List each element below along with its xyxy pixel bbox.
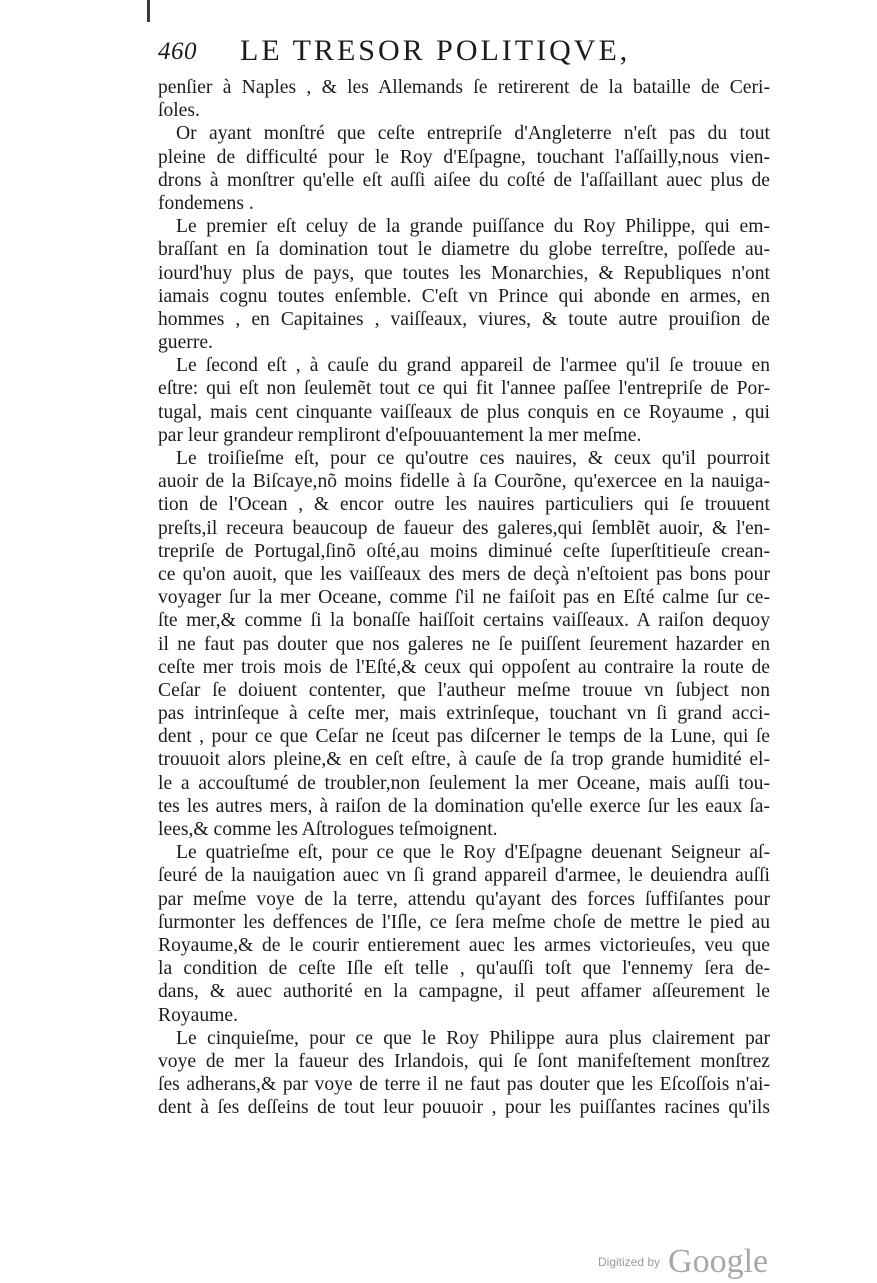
text-line: lees,& comme les Aſtrologues teſmoignent. [158, 819, 498, 840]
text-line: preſts,il receura beaucoup de faueur des galeres,qui ſemblẽt auoir, & l'en- [158, 517, 770, 539]
text-line: dent , pour ce que Ceſar ne ſceut pas diſcerner le temps de la Lune, qui ſe [158, 726, 770, 748]
text-line: voye de mer la faueur des Irlandois, qui ſe ſont manifeſtement monſtrez [158, 1050, 770, 1072]
text-line: iamais cognu toutes enſemble. C'eſt vn Prince qui abonde en armes, en [158, 285, 770, 307]
body-text [158, 76, 770, 1119]
text-line: ſurmonter les deffences de l'Iſle, ce ſera meſme choſe de mettre le pied au [158, 911, 770, 933]
running-title: LE TRESOR POLITIQVE, [240, 34, 631, 67]
text-line: dans, & auec authorité en la campagne, il peut affamer aſſeurement le [158, 981, 770, 1003]
digitized-watermark [598, 1243, 768, 1283]
text-line: Royaume. [158, 1004, 238, 1026]
text-line: auoir de la Biſcaye,nõ moins fidelle à ſa Courõne, qu'exercee en la nauiga- [158, 471, 770, 493]
text-line: trouuoit alors pleine,& en ceſt eſtre, à cauſe de ſa trop grande humidité el- [158, 749, 770, 771]
text-line: ceſte mer trois mois de l'Eſté,& ceux qui oppoſent au contraire la route de [158, 656, 770, 678]
page-header [158, 36, 770, 76]
text-line: ſeuré de la nauigation auec vn ſi grand appareil d'armee, le deuiendra auſſi [158, 865, 770, 887]
text-line: pas intrinſeque à ceſte mer, mais extrinſeque, touchant vn ſi grand acci- [158, 703, 770, 725]
text-line: il ne faut pas douter que nos galeres ne ſe puiſſent ſeurement hazarder en [158, 633, 770, 655]
text-line: la condition de ceſte Iſle eſt telle , qu'auſſi toſt que l'ennemy ſera de- [158, 958, 770, 980]
text-line: tes les autres mers, à raiſon de la domination qu'elle exerce ſur les eaux ſa- [158, 795, 770, 817]
text-line: pleine de difficulté pour le Roy d'Eſpagne, touchant l'aſſailly,nous vien- [158, 146, 770, 168]
text-line: penſier à Naples , & les Allemands ſe retirerent de la bataille de Ceri- [158, 77, 770, 98]
text-line: le a accouſtumé de troubler,non ſeulement la mer Oceane, mais auſſi tou- [158, 772, 770, 794]
text-line: par meſme voye de la terre, attendu qu'ayant des forces ſuffiſantes pour [158, 888, 770, 910]
text-line: Le troiſieſme eſt, pour ce qu'outre ces nauires, & ceux qu'il pourroit [176, 448, 770, 469]
text-line: Le quatrieſme eſt, pour ce que le Roy d'Eſpagne deuenant Seigneur aſ- [176, 842, 770, 864]
margin-mark [147, 0, 150, 22]
google-logo: Google [668, 1243, 769, 1280]
text-line: Le cinquieſme, pour ce que le Roy Philippe aura plus clairement par [176, 1027, 770, 1049]
text-line: Ceſar ſe doiuent contenter, que l'autheur meſme trouue vn ſubject non [158, 679, 770, 701]
text-line: Or ayant monſtré que ceſte entrepriſe d'Angleterre n'eſt pas du tout [176, 123, 770, 145]
text-line: iourd'huy plus de pays, que toutes les Monarchies, & Republiques n'ont [158, 262, 770, 284]
text-line: fondemens . [158, 192, 254, 214]
text-line: Royaume,& de le courir entierement auec les armes victorieuſes, veu que [158, 934, 770, 956]
text-line: voyager ſur la mer Oceane, comme ſ'il ne faiſoit pas en Eſté calme ſur ce- [158, 587, 770, 609]
text-line: Le ſecond eſt , à cauſe du grand appareil de l'armee qu'il ſe trouue en [176, 355, 770, 377]
text-line: ſte mer,& comme ſi la bonaſſe haiſſoit certains vaiſſeaux. A raiſon dequoy [158, 610, 770, 632]
text-line: Le premier eſt celuy de la grande puiſſance du Roy Philippe, qui em- [176, 216, 770, 238]
text-line: drons à monſtrer qu'elle eſt auſſi aiſee du coſté de l'aſſaillant auec plus de [158, 169, 770, 191]
watermark-prefix: Digitized by [598, 1255, 661, 1269]
text-line: hommes , en Capitaines , vaiſſeaux, viures, & toute autre prouiſion de [158, 308, 770, 330]
text-line: par leur grandeur rempliront d'eſpouuantement la mer meſme. [158, 424, 642, 446]
text-line: ce qu'on auoit, que les vaiſſeaux des mers de deçà n'eſtoient pas bons pour [158, 563, 770, 585]
text-line: ſes adherans,& par voye de terre il ne faut pas douter que les Eſcoſſois n'ai- [158, 1074, 770, 1096]
text-line: guerre. [158, 332, 213, 354]
text-line: dent à ſes deſſeins de tout leur pouuoir , pour les puiſſantes racines qu'ils [158, 1097, 770, 1119]
text-line: eſtre: qui eſt non ſeulemẽt tout ce qui fit l'annee paſſee l'entrepriſe de Por- [158, 378, 770, 400]
text-line: trepriſe de Portugal,ſinõ oſté,au moins diminué ceſte ſuperſtitieuſe crean- [158, 540, 770, 562]
text-line: tion de l'Ocean , & encor outre les nauires particuliers qui ſe trouuent [158, 494, 770, 516]
text-line: tugal, mais cent cinquante vaiſſeaux de plus conquis en ce Royaume , qui [158, 401, 770, 423]
text-line: ſoles. [158, 100, 200, 122]
page-number: 460 [158, 38, 197, 65]
text-line: braſſant en ſa domination tout le diametre du globe terreſtre, poſſede au- [158, 239, 770, 261]
